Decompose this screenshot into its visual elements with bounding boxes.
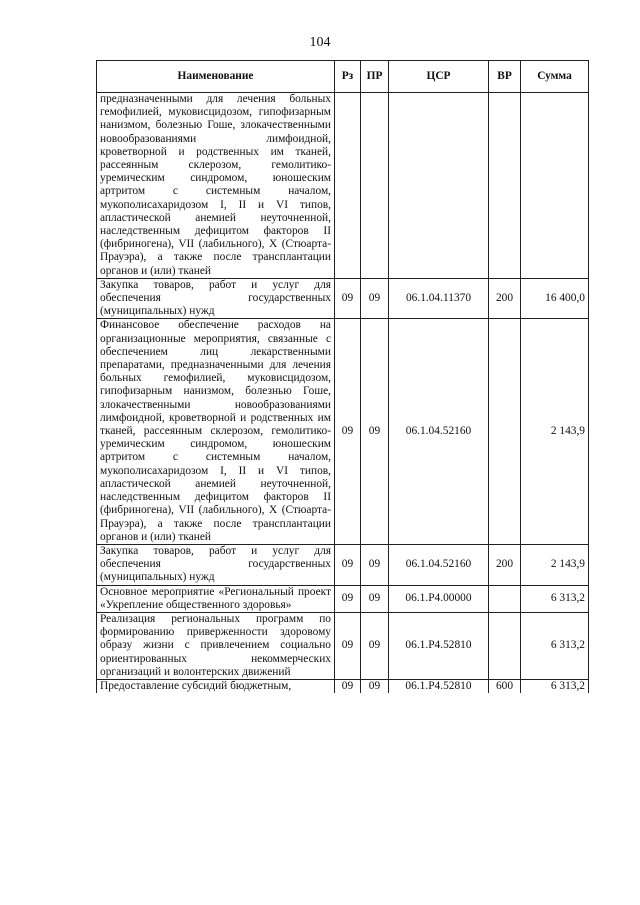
row-vr [489,93,521,279]
row-rz: 09 [335,278,361,319]
row-csr: 06.1.04.11370 [389,278,489,319]
table-header-row [97,61,589,93]
budget-table [96,60,589,693]
header-name: Наименование [97,61,335,93]
row-rz [335,93,361,279]
header-csr: ЦСР [389,61,489,93]
table-row [97,93,589,279]
row-rz: 09 [335,544,361,585]
row-rz: 09 [335,585,361,612]
row-name: Финансовое обеспечение расходов на организационные мероприятия, связанные с обеспечением лиц лекарственными препаратами, предназначенными для лечения больных гемофилией, муковисцидозом, гипофизарным нанизмом, болезнью Гоше, злокачественными новообразованиями лимфоидной, кроветворной и родственных им тканей, рассеянным склерозом, гемолитико-уремическим синдромом, юношеским артритом с системным началом, мукополисахаридозом I, II и VI типов, апластической анемией неуточненной, наследственным дефицитом факторов II (фибриногена), VII (лабильного), X (Стюарта-Прауэра), а также после трансплантации органов и (или) тканей [97,319,335,544]
row-vr: 200 [489,544,521,585]
row-pr [361,93,389,279]
row-vr: 600 [489,679,521,693]
table-row [97,544,589,585]
header-vr: ВР [489,61,521,93]
header-pr: ПР [361,61,389,93]
row-sum: 2 143,9 [521,544,589,585]
row-csr [389,93,489,279]
row-name: Закупка товаров, работ и услуг для обеспечения государственных (муниципальных) нужд [97,544,335,585]
row-csr: 06.1.Р4.00000 [389,585,489,612]
row-csr: 06.1.Р4.52810 [389,612,489,679]
row-name: Реализация региональных программ по формированию приверженности здоровому образу жизни с привлечением социально ориентированных некоммерческих организаций и волонтерских движений [97,612,335,679]
row-name: предназначенными для лечения больных гемофилией, муковисцидозом, гипофизарным нанизмом, болезнью Гоше, злокачественными новообразованиями лимфоидной, кроветворной и родственных им тканей, рассеянным склерозом, гемолитико-уремическим синдромом, юношеским артритом с системным началом, мукополисахаридозом I, II и VI типов, апластической анемией неуточненной, наследственным дефицитом факторов II (фибриногена), VII (лабильного), X (Стюарта-Прауэра), а также после трансплантации органов и (или) тканей [97,93,335,279]
row-name: Закупка товаров, работ и услуг для обеспечения государственных (муниципальных) нужд [97,278,335,319]
row-csr: 06.1.04.52160 [389,544,489,585]
row-rz: 09 [335,612,361,679]
row-sum: 6 313,2 [521,585,589,612]
row-sum [521,93,589,279]
table-row [97,679,589,693]
table-row [97,319,589,544]
table-row [97,612,589,679]
row-vr [489,319,521,544]
row-name: Основное мероприятие «Региональный проект «Укрепление общественного здоровья» [97,585,335,612]
row-pr: 09 [361,612,389,679]
header-sum: Сумма [521,61,589,93]
row-rz: 09 [335,319,361,544]
table-row [97,585,589,612]
row-csr: 06.1.04.52160 [389,319,489,544]
page-number: 104 [309,35,331,50]
row-name: Предоставление субсидий бюджетным, [97,679,335,693]
row-sum: 2 143,9 [521,319,589,544]
row-sum: 6 313,2 [521,612,589,679]
row-pr: 09 [361,585,389,612]
row-csr: 06.1.Р4.52810 [389,679,489,693]
row-sum: 16 400,0 [521,278,589,319]
row-pr: 09 [361,278,389,319]
row-pr: 09 [361,319,389,544]
table-row [97,278,589,319]
header-rz: Рз [335,61,361,93]
row-vr: 200 [489,278,521,319]
row-pr: 09 [361,544,389,585]
row-rz: 09 [335,679,361,693]
row-pr: 09 [361,679,389,693]
row-vr [489,585,521,612]
row-sum: 6 313,2 [521,679,589,693]
row-vr [489,612,521,679]
